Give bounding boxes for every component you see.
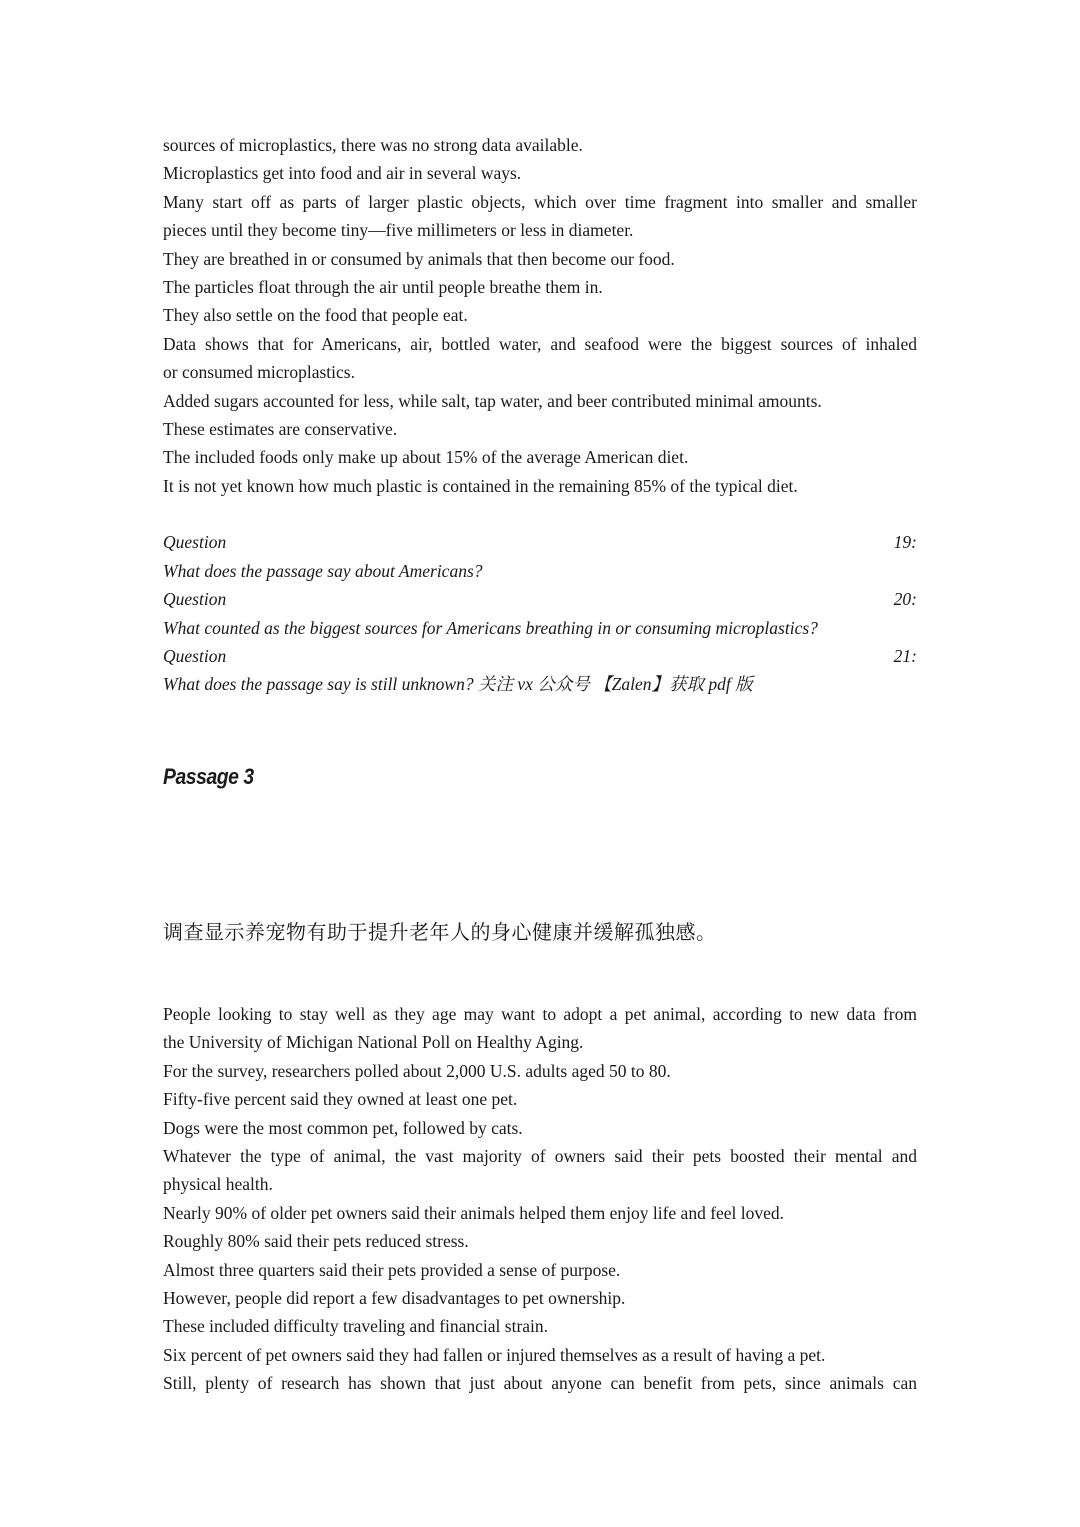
question-text: What does the passage say about Americans? [163,560,483,581]
body-line: They also settle on the food that people eat. [163,305,468,326]
body-line: It is not yet known how much plastic is contained in the remaining 85% of the typical diet. [163,475,798,496]
passage-3-chinese-title: 调查显示养宠物有助于提升老年人的身心健康并缓解孤独感。 [163,920,717,944]
body-line: For the survey, researchers polled about 2,000 U.S. adults aged 50 to 80. [163,1060,671,1081]
question-19 [163,528,917,585]
body-line: People looking to stay well as they age may want to adopt a pet animal, according to new data from [163,1004,917,1024]
question-label: Question [163,532,227,553]
question-label: Question [163,589,227,610]
body-line: Data shows that for Americans, air, bottled water, and seafood were the biggest sources of inhaled [163,333,917,354]
body-line: Still, plenty of research has shown that just about anyone can benefit from pets, since animals can [163,1373,917,1394]
body-line: They are breathed in or consumed by animals that then become our food. [163,248,675,269]
body-line: Six percent of pet owners said they had fallen or injured themselves as a result of having a pet. [163,1344,826,1365]
question-number: 21: [893,645,917,666]
question-21 [163,642,917,699]
passage-3-body [163,1000,917,1398]
body-line: the University of Michigan National Poll on Healthy Aging. [163,1032,584,1053]
body-line: pieces until they become tiny—five millimeters or less in diameter. [163,220,634,241]
body-line: or consumed microplastics. [163,362,355,383]
body-line: Whatever the type of animal, the vast majority of owners said their pets boosted their mental and [163,1146,917,1167]
question-text: What counted as the biggest sources for Americans breathing in or consuming microplastics? [163,617,818,638]
question-number: 19: [893,532,917,553]
body-line: Fifty-five percent said they owned at least one pet. [163,1089,518,1110]
body-line: However, people did report a few disadvantages to pet ownership. [163,1288,626,1309]
body-line: Dogs were the most common pet, followed by cats. [163,1117,523,1138]
body-line: These estimates are conservative. [163,419,398,440]
body-line: Nearly 90% of older pet owners said their animals helped them enjoy life and feel loved. [163,1202,785,1223]
body-line: The included foods only make up about 15% of the average American diet. [163,447,689,468]
body-line: These included difficulty traveling and financial strain. [163,1316,549,1337]
body-line: physical health. [163,1174,273,1195]
question-number: 20: [893,589,917,610]
body-line: Added sugars accounted for less, while salt, tap water, and beer contributed minimal amounts. [163,390,822,411]
question-text: What does the passage say is still unknown? 关注 vx 公众号 【Zalen】获取 pdf 版 [163,674,753,695]
passage-3-heading: Passage 3 [163,764,254,789]
passage-2-body [163,131,917,699]
body-line: Almost three quarters said their pets provided a sense of purpose. [163,1259,621,1280]
body-line: Microplastics get into food and air in several ways. [163,163,522,184]
body-line: Roughly 80% said their pets reduced stress. [163,1231,469,1252]
question-label: Question [163,645,227,666]
body-line: Many start off as parts of larger plastic objects, which over time fragment into smaller and smaller [163,191,917,212]
question-20 [163,585,917,642]
body-line: The particles float through the air until people breathe them in. [163,277,603,298]
body-line: sources of microplastics, there was no strong data available. [163,135,583,155]
